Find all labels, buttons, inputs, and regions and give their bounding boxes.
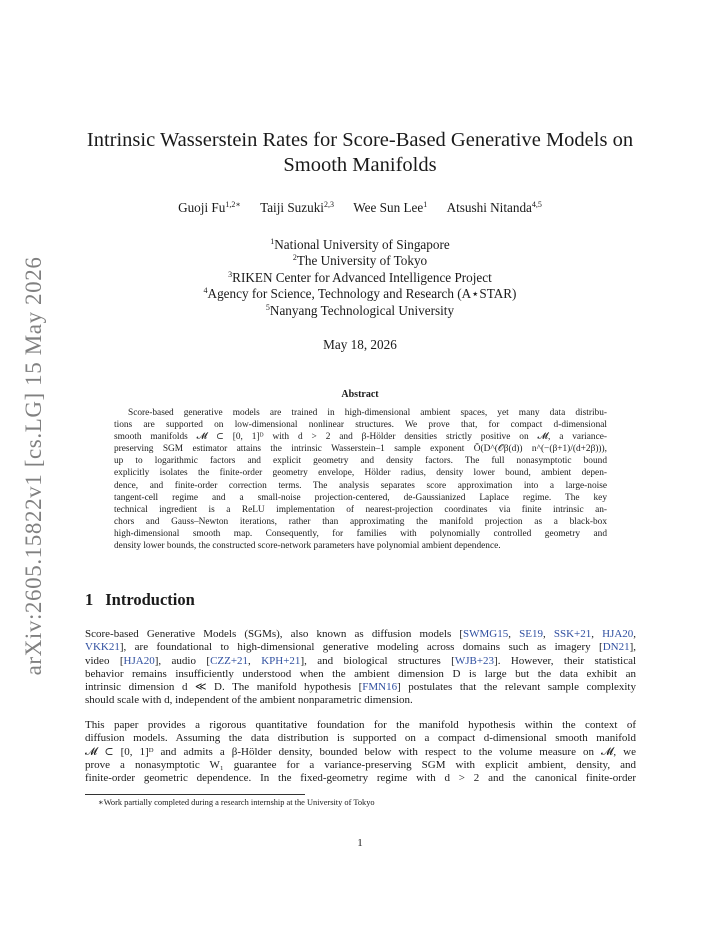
- paragraph: [85, 628, 636, 708]
- abstract-line: chors and Gauss–Newton iterations, rather than approximating the manifold projection as a black-box: [114, 516, 607, 527]
- abstract-line: tions are supported on low-dimensional nonlinear structures. We prove that, for compact d-dimensional: [114, 420, 607, 431]
- citation-link[interactable]: HJA20: [123, 654, 155, 667]
- abstract-line: smooth manifolds 𝓜 ⊂ [0, 1]ᴰ with d > 2 and β-Hölder densities strictly positive on 𝓜, a variance-: [114, 432, 607, 443]
- affiliation: $^4$Agency for Science, Technology and Research (A⋆STAR): [203, 286, 517, 302]
- section-title: Introduction: [105, 590, 195, 609]
- section-number: 1: [85, 590, 94, 609]
- title-line-2: Smooth Manifolds: [283, 154, 437, 176]
- citation-link[interactable]: SE19: [519, 628, 543, 640]
- abstract-line: up to logarithmic factors and explicit geometry and density factors. The full nonasymptotic bound: [114, 456, 607, 467]
- paragraph-line: intrinsic dimension d ≪ D. The manifold hypothesis [FMN16] postulates that the relevant sample complexity: [85, 681, 636, 694]
- citation-link[interactable]: VKK21: [85, 641, 120, 654]
- citation-link[interactable]: SSK+21: [553, 628, 592, 640]
- abstract-line: high-dimensional smooth map. Consequently, for families with polynomially controlled geometry and: [114, 528, 607, 539]
- paper-title: [60, 128, 660, 178]
- author-list: [60, 200, 660, 216]
- citation-link[interactable]: SWMG15: [463, 628, 509, 640]
- citation-link[interactable]: CZZ+21: [210, 654, 249, 667]
- paragraph-line: finite-order geometric dependence. In the fixed-geometry regime with d > 2 and the canonical finite-order: [85, 772, 636, 785]
- author: Taiji Suzuki$^{2,3}$: [260, 200, 334, 215]
- paragraph-line: This paper provides a rigorous quantitative foundation for the manifold hypothesis within the context of: [85, 719, 636, 731]
- arxiv-stamp-text: arXiv:2605.15822v1 [cs.LG] 15 May 2026: [21, 256, 46, 676]
- paragraph-line: behavior remains insufficiently understood when the ambient dimension D is large but the data exhibit an: [85, 667, 636, 680]
- abstract-line: explicitly isolates the finite-order geometry envelope, Hölder radius, density lower bound, ambient depen-: [114, 468, 607, 479]
- author: Atsushi Nitanda$^{4,5}$: [446, 200, 542, 215]
- abstract-line: Score-based generative models are trained in high-dimensional ambient spaces, yet many data distribu-: [128, 408, 607, 418]
- affiliation: $^1$National University of Singapore: [270, 237, 450, 252]
- citation-link[interactable]: KPH+21: [261, 654, 301, 667]
- publication-date: May 18, 2026: [323, 337, 397, 352]
- abstract-body: [114, 407, 607, 552]
- page-number: 1: [357, 837, 363, 849]
- paragraph-line: video [HJA20], audio [CZZ+21, KPH+21], and biological structures [WJB+23]. However, their statistical: [85, 654, 637, 667]
- abstract-line: tangent-cell regime and a small-noise projection-centered, de-Gaussianized Laplace regime. The key: [114, 492, 607, 503]
- citation-link[interactable]: WJB+23: [454, 654, 495, 667]
- paragraph: [85, 719, 636, 785]
- paragraph-line: prove a nonasymptotic W₁ guarantee for a variance-preserving SGM with explicit ambient, density, and: [85, 758, 636, 771]
- title-line-1: Intrinsic Wasserstein Rates for Score-Based Generative Models on: [86, 129, 634, 151]
- affiliation: $^5$Nanyang Technological University: [265, 302, 455, 318]
- author: Wee Sun Lee$^1$: [353, 200, 428, 215]
- abstract-line: preserving SGM estimator attains the intrinsic Wasserstein–1 sample exponent Õ(D^(𝒪β(d)) n^(−(β+1)/(d+2β))),: [114, 444, 607, 455]
- author: Guoji $Fu^{1,2∗}$: [178, 200, 241, 215]
- abstract-heading: Abstract: [341, 389, 379, 400]
- affiliation-list: [60, 237, 660, 319]
- abstract-line: dence, and finite-order correction terms. The analysis separates score approximation into a large-noise: [114, 480, 607, 491]
- footnote-rule: [85, 794, 305, 795]
- paragraph-line: diffusion models. Assuming the data distribution is supported on a compact d-dimensional smooth manifold: [85, 732, 636, 745]
- paragraph-line: VKK21], are foundational to high-dimensional generative modeling across domains such as imagery [DN21],: [85, 641, 636, 654]
- citation-link[interactable]: DN21: [602, 641, 630, 654]
- affiliation: $^2$The University of Tokyo: [292, 253, 428, 269]
- paragraph-line: 𝓜 ⊂ [0, 1]ᴰ and admits a β-Hölder density, bounded below with respect to the volume measure on 𝓜, we: [85, 745, 636, 758]
- citation-link[interactable]: HJA20: [602, 628, 634, 640]
- citation-link[interactable]: FMN16: [362, 681, 398, 694]
- paragraph-line: Score-based Generative Models (SGMs), also known as diffusion models [SWMG15, SE19, SSK+21, HJA20,: [85, 628, 637, 640]
- abstract-line: density lower bounds, the constructed score-network parameters have polynomial ambient dependence.: [114, 541, 501, 552]
- abstract-line: technical ingredient is a ReLU implementation of nearest-projection coordinates via finite intrinsic an-: [114, 504, 607, 515]
- footnote: ∗Work partially completed during a research internship at the University of Tokyo: [98, 798, 375, 807]
- section-heading: [85, 590, 195, 610]
- paragraph-line: should scale with d, independent of the ambient nonparametric dimension.: [85, 694, 413, 707]
- affiliation: $^3$RIKEN Center for Advanced Intelligence Project: [228, 269, 492, 285]
